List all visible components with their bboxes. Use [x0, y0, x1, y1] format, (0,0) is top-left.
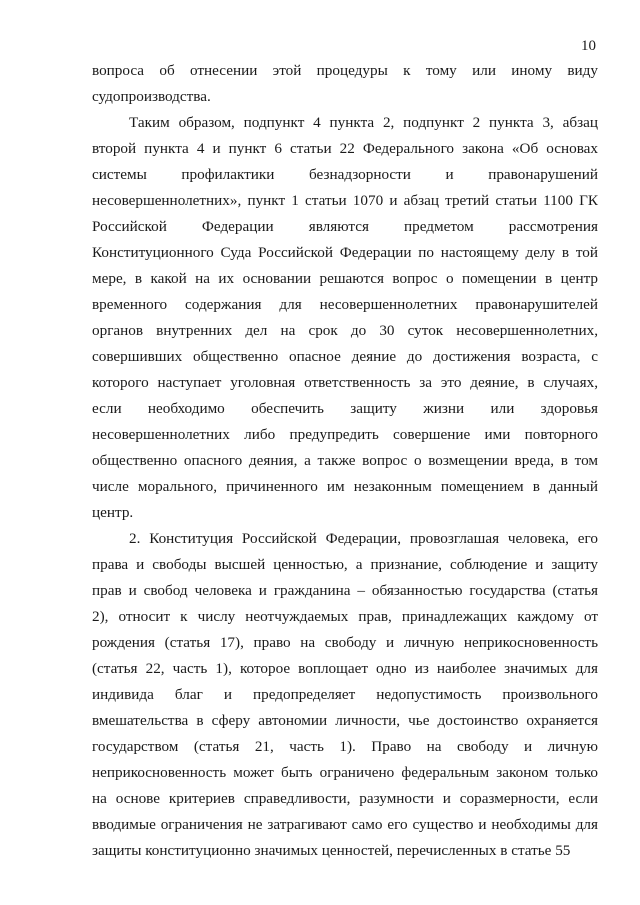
text-line: на основе критериев справедливости, разумности и соразмерности, если [92, 790, 598, 807]
text-line: вопроса об отнесении этой процедуры к тому или иному виду [92, 62, 598, 79]
text-line: рождения (статья 17), право на свободу и личную неприкосновенность [92, 634, 598, 651]
text-line: несовершеннолетних либо предупредить совершение ими повторного [92, 426, 598, 443]
text-line: общественно опасного деяния, а также вопрос о возмещении вреда, в том [92, 452, 598, 469]
text-line: судопроизводства. [92, 88, 211, 105]
text-line: второй пункта 4 и пункт 6 статьи 22 Федерального закона «Об основах [92, 140, 598, 157]
text-line: вмешательства в сферу автономии личности, чье достоинство охраняется [92, 712, 598, 729]
text-line: которого наступает уголовная ответственность за это деяние, в случаях, [92, 374, 598, 391]
paragraph [92, 110, 598, 526]
text-line: (статья 22, часть 1), которое воплощает одно из наиболее значимых для [92, 660, 598, 677]
text-line: индивида благ и предопределяет недопустимость произвольного [92, 686, 598, 703]
text-line: вводимые ограничения не затрагивают само его существо и необходимы для [92, 816, 598, 833]
text-line: совершивших общественно опасное деяние до достижения возраста, с [92, 348, 598, 365]
text-line: 2), относит к числу неотчуждаемых прав, принадлежащих каждому от [92, 608, 598, 625]
text-line: Конституционного Суда Российской Федерации по настоящему делу в той [92, 244, 598, 261]
text-line: прав и свобод человека и гражданина – обязанностью государства (статья [92, 582, 598, 599]
document-body [92, 58, 598, 864]
text-line: органов внутренних дел на срок до 30 суток несовершеннолетних, [92, 322, 598, 339]
paragraph [92, 58, 598, 110]
text-line: Таким образом, подпункт 4 пункта 2, подпункт 2 пункта 3, абзац [129, 114, 598, 131]
text-line: системы профилактики безнадзорности и правонарушений [92, 166, 598, 183]
text-line: центр. [92, 504, 134, 521]
text-line: мере, в какой на их основании решаются вопрос о помещении в центр [92, 270, 598, 287]
text-line: временного содержания для несовершеннолетних правонарушителей [92, 296, 598, 313]
text-line: права и свободы высшей ценностью, а признание, соблюдение и защиту [92, 556, 598, 573]
text-line: несовершеннолетних», пункт 1 статьи 1070 и абзац третий статьи 1100 ГК [92, 192, 598, 209]
text-line: если необходимо обеспечить защиту жизни или здоровья [92, 400, 598, 417]
text-line: государством (статья 21, часть 1). Право на свободу и личную [92, 738, 598, 755]
text-line: неприкосновенность может быть ограничено федеральным законом только [92, 764, 598, 781]
text-line: Российской Федерации являются предметом рассмотрения [92, 218, 598, 235]
text-line: 2. Конституция Российской Федерации, провозглашая человека, его [129, 530, 598, 547]
paragraph [92, 526, 598, 864]
text-line: защиты конституционно значимых ценностей, перечисленных в статье 55 [92, 842, 571, 859]
text-line: числе морального, причиненного им незаконным помещением в данный [92, 478, 598, 495]
page-number: 10 [581, 38, 596, 54]
